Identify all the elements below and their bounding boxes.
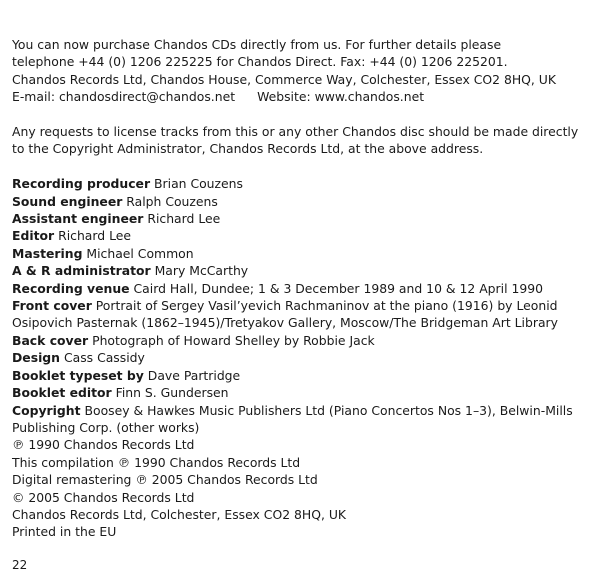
credit-role: Mastering xyxy=(12,245,83,261)
credit-line xyxy=(12,332,594,349)
credit-value: Cass Cassidy xyxy=(63,350,145,366)
contact-email: E-mail: chandosdirect@chandos.net xyxy=(12,89,236,105)
credit-value: Caird Hall, Dundee; 1 & 3 December 1989 and 10 & 12 April 1990 xyxy=(133,280,543,296)
credit-value: Richard Lee xyxy=(58,228,132,244)
credits-block xyxy=(12,175,594,541)
rights-line: Digital remastering ℗ 2005 Chandos Records Ltd xyxy=(12,472,318,488)
credit-role: A & R administrator xyxy=(12,263,151,279)
credit-line xyxy=(12,402,594,437)
contact-website: Website: www.chandos.net xyxy=(257,89,425,105)
license-notice-text: Any requests to license tracks from this or any other Chandos disc should be made directly to the Copyright Administrator, Chandos Records Ltd, at the above address. xyxy=(12,124,579,157)
credit-line xyxy=(12,280,594,297)
credit-line xyxy=(12,297,594,332)
credit-line xyxy=(12,349,594,366)
license-notice xyxy=(12,123,594,158)
credit-value: Boosey & Hawkes Music Publishers Ltd (Piano Concertos Nos 1–3), Belwin-Mills Publishing Corp. (other works) xyxy=(12,402,573,435)
booklet-page-text xyxy=(12,36,594,541)
credit-value: Brian Couzens xyxy=(154,176,243,192)
credit-line xyxy=(12,193,594,210)
credit-value: Michael Common xyxy=(86,245,194,261)
contact-line: You can now purchase Chandos CDs directly from us. For further details please xyxy=(12,37,502,52)
credit-value: Ralph Couzens xyxy=(126,193,218,209)
credit-value: Richard Lee xyxy=(147,211,221,227)
credit-role: Booklet typeset by xyxy=(12,367,144,383)
contact-address-line: Chandos Records Ltd, Chandos House, Commerce Way, Colchester, Essex CO2 8HQ, UK xyxy=(12,71,556,87)
credit-role: Back cover xyxy=(12,332,89,348)
credit-role: Assistant engineer xyxy=(12,211,144,227)
rights-line: Chandos Records Ltd, Colchester, Essex CO2 8HQ, UK xyxy=(12,506,347,522)
contact-block xyxy=(12,36,594,106)
page-number: 22 xyxy=(12,558,28,572)
credit-line xyxy=(12,367,594,384)
rights-line: ℗ 1990 Chandos Records Ltd xyxy=(12,437,195,453)
rights-line: This compilation ℗ 1990 Chandos Records Ltd xyxy=(12,454,301,470)
credit-role: Booklet editor xyxy=(12,385,112,401)
credit-line xyxy=(12,210,594,227)
credit-role: Recording venue xyxy=(12,280,130,296)
rights-line: © 2005 Chandos Records Ltd xyxy=(12,489,195,505)
credit-value: Photograph of Howard Shelley by Robbie Jack xyxy=(92,332,375,348)
credit-value: Mary McCarthy xyxy=(154,263,249,279)
contact-phone-line: telephone +44 (0) 1206 225225 for Chandos Direct. Fax: +44 (0) 1206 225201. xyxy=(12,54,508,70)
credit-role: Recording producer xyxy=(12,176,151,192)
credit-role: Editor xyxy=(12,228,55,244)
credit-line xyxy=(12,262,594,279)
credit-line xyxy=(12,245,594,262)
rights-line: Printed in the EU xyxy=(12,524,117,540)
credit-line xyxy=(12,227,594,244)
credit-value: Portrait of Sergey Vasil’yevich Rachmaninov at the piano (1916) by Leonid Osipovich Pasternak (1862–1945)/Tretyakov Gallery, Moscow/The Bridgeman Art Library xyxy=(12,298,558,331)
credit-value: Finn S. Gundersen xyxy=(115,385,229,401)
credit-role: Copyright xyxy=(12,402,81,418)
credit-role: Design xyxy=(12,350,61,366)
credit-role: Sound engineer xyxy=(12,193,123,209)
contact-web-line xyxy=(12,88,594,105)
credit-line xyxy=(12,384,594,401)
credit-role: Front cover xyxy=(12,298,92,314)
credit-value: Dave Partridge xyxy=(147,367,241,383)
credit-line xyxy=(12,175,594,192)
